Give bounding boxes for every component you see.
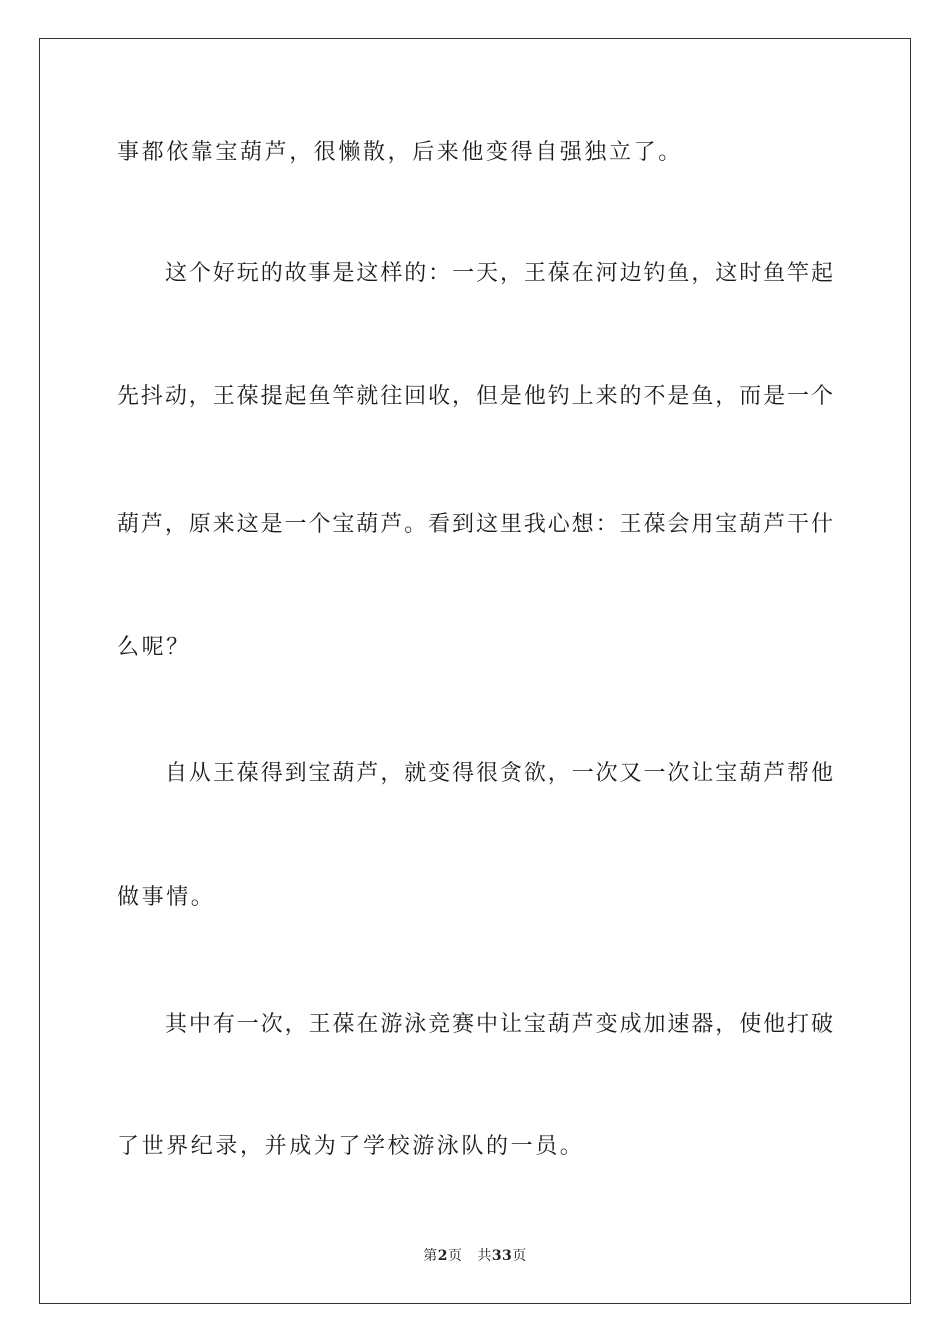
text-line: 做事情。 <box>117 885 216 910</box>
text-line: 了世界纪录，并成为了学校游泳队的一员。 <box>117 1134 585 1159</box>
page-number: 2 <box>437 1248 448 1264</box>
text-line: 葫芦，原来这是一个宝葫芦。看到这里我心想：王葆会用宝葫芦干什 <box>117 512 833 537</box>
page-border <box>39 38 911 1304</box>
page-suffix: 页 <box>447 1248 463 1264</box>
text-line: 事都依靠宝葫芦，很懒散，后来他变得自强独立了。 <box>117 140 683 165</box>
text-line: 么呢？ <box>117 635 191 660</box>
total-suffix: 页 <box>512 1248 527 1264</box>
total-pages: 33 <box>491 1248 513 1264</box>
total-prefix: 共 <box>477 1248 492 1264</box>
text-line: 自从王葆得到宝葫芦，就变得很贪欲，一次又一次让宝葫芦帮他 <box>165 761 833 786</box>
page-prefix: 第 <box>423 1248 438 1264</box>
text-line: 先抖动，王葆提起鱼竿就往回收，但是他钓上来的不是鱼，而是一个 <box>117 384 833 409</box>
page-footer <box>0 1246 950 1266</box>
text-line: 其中有一次，王葆在游泳竞赛中让宝葫芦变成加速器，使他打破 <box>165 1012 833 1037</box>
text-line: 这个好玩的故事是这样的：一天，王葆在河边钓鱼，这时鱼竿起 <box>165 261 833 286</box>
